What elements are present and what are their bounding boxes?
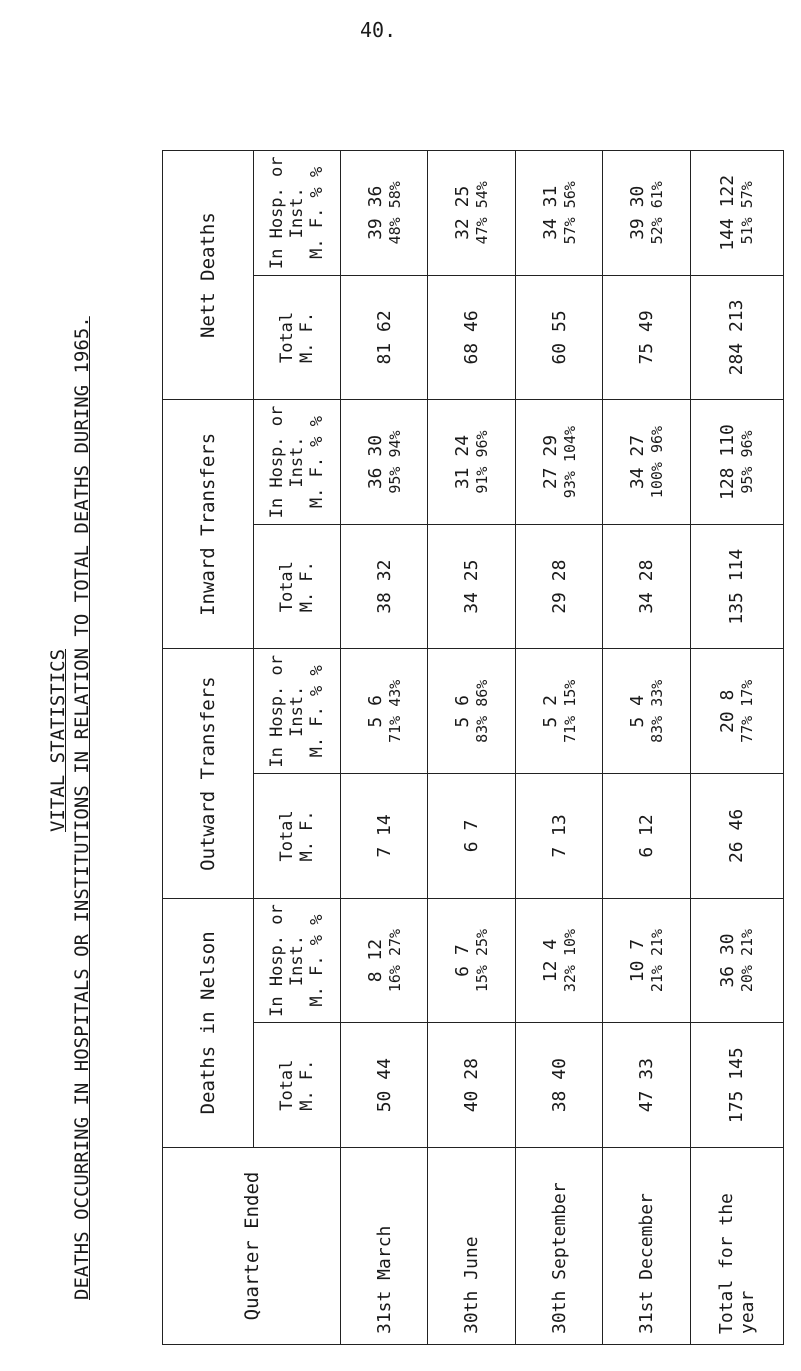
- value-cell: [690, 400, 783, 525]
- value-cell: [690, 524, 783, 649]
- value-cell: [603, 774, 690, 899]
- value-cell: [515, 1023, 602, 1148]
- sub-header-total: [254, 524, 341, 649]
- value-cell: [603, 400, 690, 525]
- value-cell: [428, 649, 515, 774]
- value-cell: [428, 774, 515, 899]
- value-cell: [690, 774, 783, 899]
- cell-value: 34 31: [539, 185, 561, 240]
- cell-value: 34 27: [626, 434, 648, 490]
- value-cell: [690, 898, 783, 1023]
- cell-value: 5 6: [452, 695, 474, 728]
- cell-percent: 52% 61%: [647, 181, 666, 245]
- cell-percent: 77% 17%: [738, 679, 757, 743]
- group-header-inward-transfers: Inward Transfers: [163, 400, 254, 649]
- value-cell: [603, 524, 690, 649]
- cell-value: 38 32: [373, 559, 395, 614]
- quarter-cell: Total for the year: [690, 1148, 783, 1345]
- sub-header-label: Total: [277, 810, 297, 862]
- cell-value: 26 46: [726, 808, 748, 864]
- cell-value: 8 12: [364, 938, 386, 983]
- sub-header-total: [254, 774, 341, 899]
- sub-header-label: In Hosp. or Inst.: [267, 405, 307, 519]
- cell-value: 6 7: [461, 819, 483, 853]
- cell-percent: 20% 21%: [738, 928, 757, 993]
- heading-line-1: VITAL STATISTICS: [47, 648, 69, 832]
- cell-value: 10 7: [626, 938, 648, 983]
- heading-line-2: DEATHS OCCURRING IN HOSPITALS OR INSTITUTIONS IN RELATION TO TOTAL DEATHS DURING 1965.: [71, 316, 93, 1300]
- cell-value: 40 28: [461, 1058, 483, 1113]
- cell-value: 39 30: [626, 185, 648, 240]
- page-number: 40.: [360, 18, 397, 42]
- table-row: [603, 151, 690, 1345]
- quarter-cell: 31st March: [341, 1148, 428, 1345]
- cell-value: 32 25: [452, 185, 474, 240]
- value-cell: [603, 898, 690, 1023]
- sub-header-hosp: [254, 151, 341, 276]
- value-cell: [341, 524, 428, 649]
- cell-value: 6 7: [452, 944, 474, 977]
- cell-percent: 47% 54%: [473, 181, 492, 245]
- value-cell: [428, 1023, 515, 1148]
- cell-value: 7 13: [548, 814, 570, 858]
- value-cell: [341, 649, 428, 774]
- cell-percent: 95% 96%: [738, 430, 757, 494]
- cell-value: 5 6: [364, 695, 386, 728]
- cell-value: 284 213: [726, 299, 748, 376]
- group-header-outward-transfers: Outward Transfers: [163, 649, 254, 898]
- table-row: [428, 151, 515, 1345]
- cell-percent: 83% 86%: [473, 679, 492, 743]
- cell-percent: 15% 25%: [473, 928, 492, 993]
- table-wrapper: [162, 150, 784, 1345]
- table-body: [341, 151, 784, 1345]
- sub-header-label: In Hosp. or Inst.: [267, 904, 307, 1017]
- cell-percent: 71% 43%: [385, 679, 404, 743]
- table-row: [690, 151, 783, 1345]
- value-cell: [341, 151, 428, 276]
- cell-value: 12 4: [539, 938, 561, 983]
- cell-percent: 32% 10%: [560, 928, 579, 993]
- cell-value: 144 122: [717, 174, 739, 251]
- cell-value: 38 40: [548, 1058, 570, 1113]
- sub-header-label: In Hosp. or Inst.: [267, 156, 307, 270]
- sub-header-total: [254, 275, 341, 400]
- quarter-ended-header: Quarter Ended: [163, 1148, 341, 1345]
- table-row: [515, 151, 602, 1345]
- value-cell: [515, 524, 602, 649]
- value-cell: [341, 1023, 428, 1148]
- cell-value: 175 145: [726, 1047, 748, 1124]
- value-cell: [515, 275, 602, 400]
- value-cell: [603, 649, 690, 774]
- cell-value: 34 28: [635, 559, 657, 614]
- cell-percent: 16% 27%: [385, 928, 404, 993]
- value-cell: [515, 400, 602, 525]
- sub-header-mf: M. F.: [297, 311, 317, 364]
- value-cell: [341, 400, 428, 525]
- cell-percent: 100% 96%: [647, 425, 666, 499]
- cell-value: 36 30: [717, 933, 739, 988]
- cell-value: 60 55: [548, 310, 570, 365]
- value-cell: [515, 774, 602, 899]
- cell-percent: 95% 94%: [385, 430, 404, 494]
- cell-value: 5 2: [539, 695, 561, 728]
- sub-header-mf: M. F.: [297, 810, 317, 862]
- value-cell: [428, 898, 515, 1023]
- cell-value: 81 62: [373, 310, 395, 365]
- sub-header-hosp: [254, 898, 341, 1023]
- sub-header-hosp: [254, 649, 341, 774]
- cell-value: 68 46: [461, 310, 483, 365]
- value-cell: [603, 275, 690, 400]
- value-cell: [428, 275, 515, 400]
- quarter-cell: 30th September: [515, 1148, 602, 1345]
- value-cell: [515, 151, 602, 276]
- rotated-table-container: [162, 150, 784, 1345]
- cell-value: 36 30: [364, 434, 386, 490]
- cell-value: 20 8: [717, 689, 739, 733]
- sub-header-mf: M. F.: [297, 1059, 317, 1111]
- cell-percent: 83% 33%: [647, 679, 666, 743]
- group-header-nett-deaths: Nett Deaths: [163, 151, 254, 400]
- cell-percent: 48% 58%: [385, 181, 404, 245]
- cell-value: 27 29: [539, 434, 561, 490]
- sub-header-mf: M. F. % %: [307, 416, 327, 509]
- value-cell: [603, 1023, 690, 1148]
- value-cell: [428, 151, 515, 276]
- sub-header-mf: M. F. % %: [307, 166, 327, 259]
- cell-value: 75 49: [635, 310, 657, 365]
- value-cell: [515, 898, 602, 1023]
- cell-value: 39 36: [364, 185, 386, 240]
- cell-percent: 57% 56%: [560, 181, 579, 245]
- value-cell: [690, 151, 783, 276]
- cell-value: 29 28: [548, 559, 570, 614]
- cell-value: 31 24: [452, 434, 474, 490]
- cell-percent: 51% 57%: [738, 181, 757, 245]
- value-cell: [690, 1023, 783, 1148]
- value-cell: [603, 151, 690, 276]
- group-header-deaths-in-nelson: Deaths in Nelson: [163, 898, 254, 1147]
- cell-percent: 93% 104%: [560, 425, 579, 499]
- cell-value: 47 33: [635, 1058, 657, 1113]
- sub-header-hosp: [254, 400, 341, 525]
- cell-value: 50 44: [373, 1058, 395, 1113]
- value-cell: [341, 774, 428, 899]
- sub-header-mf: M. F. % %: [307, 914, 327, 1007]
- cell-value: 34 25: [461, 559, 483, 614]
- sub-header-label: Total: [277, 1059, 297, 1111]
- sub-header-mf: M. F.: [297, 561, 317, 613]
- value-cell: [341, 898, 428, 1023]
- statistics-table: [162, 150, 784, 1345]
- table-row: [341, 151, 428, 1345]
- quarter-cell: 30th June: [428, 1148, 515, 1345]
- quarter-cell: 31st December: [603, 1148, 690, 1345]
- cell-percent: 91% 96%: [473, 430, 492, 494]
- cell-value: 6 12: [635, 814, 657, 858]
- value-cell: [690, 275, 783, 400]
- value-cell: [428, 400, 515, 525]
- cell-value: 7 14: [373, 814, 395, 858]
- value-cell: [515, 649, 602, 774]
- sub-header-label: Total: [277, 311, 297, 364]
- sub-header-mf: M. F. % %: [307, 665, 327, 758]
- value-cell: [690, 649, 783, 774]
- sub-header-label: In Hosp. or Inst.: [267, 655, 307, 768]
- sub-header-label: Total: [277, 561, 297, 613]
- value-cell: [428, 524, 515, 649]
- sub-header-total: [254, 1023, 341, 1148]
- cell-value: 5 4: [626, 695, 648, 728]
- value-cell: [341, 275, 428, 400]
- cell-value: 128 110: [717, 424, 739, 500]
- cell-percent: 21% 21%: [647, 928, 666, 993]
- page-heading: [47, 100, 93, 1300]
- cell-value: 135 114: [726, 548, 748, 625]
- cell-percent: 71% 15%: [560, 679, 579, 743]
